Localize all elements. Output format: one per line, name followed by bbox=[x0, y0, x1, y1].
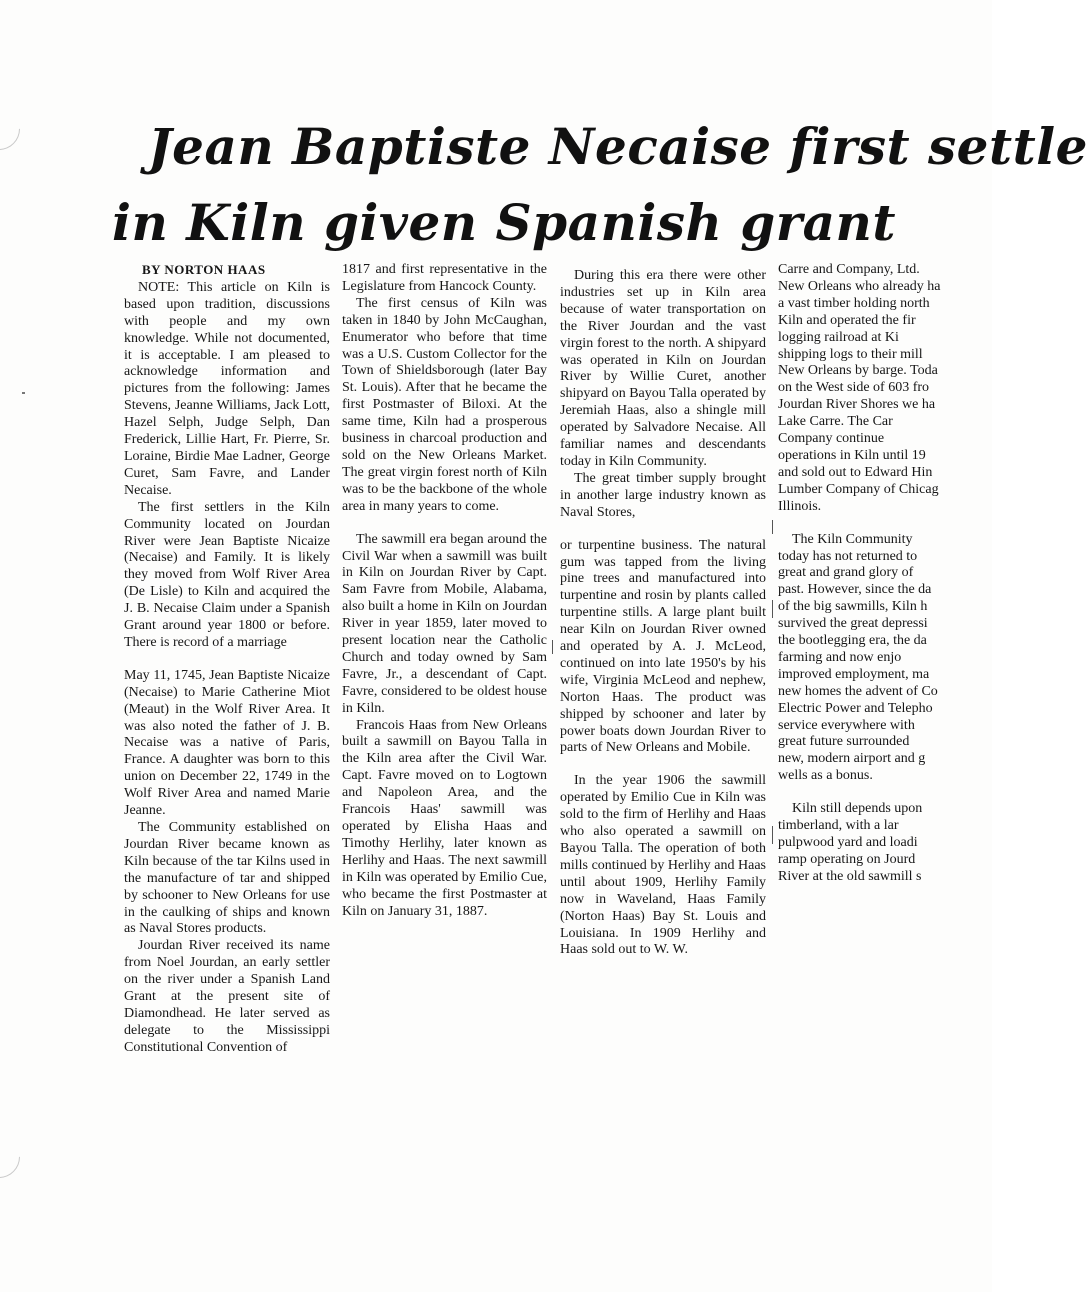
article-paragraph: Jourdan River received its name from Noel Jourdan, an early settler on the river under a Spanish Land Grant at the present site of Diamondhead. He later served as delegate to the Mississippi Constitutional Convention of bbox=[124, 938, 330, 1055]
scan-mark bbox=[22, 392, 25, 394]
headline-line-2: in Kiln given Spanish grant bbox=[112, 193, 896, 252]
column-rule bbox=[772, 600, 773, 618]
article-line: the bootlegging era, the da bbox=[778, 633, 927, 649]
article-line: Kiln and operated the fir bbox=[778, 312, 916, 328]
article-line: new, modern airport and g bbox=[778, 751, 926, 767]
column-rule bbox=[772, 826, 773, 844]
article-line: new homes the advent of Co bbox=[778, 683, 938, 699]
article-line: on the West side of 603 fro bbox=[778, 380, 930, 396]
article-line: Company continue bbox=[778, 431, 885, 447]
article-paragraph: The first settlers in the Kiln Community located on Jourdan River were Jean Baptiste Nicaize (Necaise) and Family. It is likely they moved from Wolf River Area (De Lisle) to Kiln and acquired the J. B. Necaise Claim under a Spanish Grant around year 1800 or before. There is record of a marriage bbox=[124, 499, 330, 650]
article-line: Carre and Company, Ltd. bbox=[778, 262, 920, 277]
article-column-2 bbox=[342, 262, 547, 920]
article-paragraph: The Community established on Jourdan River became known as Kiln because of the tar Kilns used in the manufacture of tar and shipped by schooner to New Orleans for use in the caulking of ships and known as Naval Stores products. bbox=[124, 820, 330, 937]
article-column-1 bbox=[124, 262, 330, 1057]
article-line: Lake Carre. The Car bbox=[778, 414, 893, 430]
article-line: New Orleans by barge. Toda bbox=[778, 363, 938, 379]
article-column-3 bbox=[560, 268, 766, 959]
article-line: wells as a bonus. bbox=[778, 768, 873, 784]
article-line: great future surrounded bbox=[778, 734, 910, 750]
article-line: of the big sawmills, Kiln h bbox=[778, 599, 928, 615]
article-line: a vast timber holding north bbox=[778, 295, 930, 311]
article-line: The Kiln Community bbox=[792, 531, 913, 547]
article-line: operations in Kiln until 19 bbox=[778, 447, 926, 463]
column-rule bbox=[772, 520, 773, 534]
article-line: logging railroad at Ki bbox=[778, 329, 899, 345]
article-line: great and grand glory of bbox=[778, 565, 914, 581]
article-line: New Orleans who already ha bbox=[778, 278, 941, 294]
article-line: today has not returned to bbox=[778, 548, 918, 564]
article-line: shipping logs to their mill bbox=[778, 346, 923, 362]
article-paragraph: 1817 and first representative in the Legislature from Hancock County. bbox=[342, 262, 547, 294]
article-line: timberland, with a lar bbox=[778, 818, 899, 834]
article-line: service everywhere with bbox=[778, 717, 915, 733]
article-line: ramp operating on Jourd bbox=[778, 851, 916, 867]
punch-hole-mark bbox=[0, 1127, 29, 1186]
article-paragraph: May 11, 1745, Jean Baptiste Nicaize (Necaise) to Marie Catherine Miot (Meaut) in the Wolf River Area. It was also noted the father of J. B. Necaise was a native of Paris, France. A daughter was born to this union on December 22, 1749 in the Wolf River Area and named Marie Jeanne. bbox=[124, 667, 330, 819]
article-line: pulpwood yard and loadi bbox=[778, 835, 918, 850]
article-paragraph: or turpentine business. The natural gum was tapped from the living pine trees and manufactured into turpentine and rosin by plants called turpentine stills. A large plant built near Kiln on Jourdan River owned and operated by A. J. McLeod, continued on into late 1950's by his wife, Virginia McLeod and nephew, Norton Haas. The product was shipped by schooner and later by power boats down Jourdan River to parts of New Orleans and Mobile. bbox=[560, 537, 766, 756]
article-line: River at the old sawmill s bbox=[778, 868, 922, 884]
article-line: Illinois. bbox=[778, 498, 822, 514]
article-column-4 bbox=[778, 262, 992, 886]
article-line: and sold out to Edward Hin bbox=[778, 464, 933, 480]
article-paragraph: During this era there were other industries set up in Kiln area because of water transportation on the River Jourdan and the vast virgin forest to the north. A shipyard was operated in Kiln on Jourdan River by Willie Curet, another shipyard on Bayou Talla operated by Jeremiah Haas, also a shingle mill operated by Salvadore Necaise. All familiar names and descendants today in Kiln Community. bbox=[560, 268, 766, 469]
article-line: Lumber Company of Chicag bbox=[778, 481, 939, 497]
article-line: Kiln still depends upon bbox=[792, 801, 923, 817]
punch-hole-mark bbox=[0, 99, 29, 158]
article-paragraph: The great timber supply brought in another large industry known as Naval Stores, bbox=[560, 470, 766, 520]
headline-line-1: Jean Baptiste Necaise first settle bbox=[148, 117, 1088, 176]
article-line: farming and now enjo bbox=[778, 649, 902, 665]
article-line: Jourdan River Shores we ha bbox=[778, 397, 936, 413]
byline: BY NORTON HAAS bbox=[142, 262, 266, 277]
column-rule bbox=[552, 640, 553, 654]
article-paragraph: Francois Haas from New Orleans built a sawmill on Bayou Talla in the Kiln area after the Civil War. Capt. Favre moved on to Logtown and Napoleon Area, and the Francois Haas' sawmill was operated by Elisha Haas and Timothy Herlihy, later known as Herlihy and Haas. The next sawmill in Kiln was operated by Emilio Cue, who became the first Postmaster at Kiln on January 31, 1887. bbox=[342, 717, 547, 919]
article-paragraph: In the year 1906 the sawmill operated by Emilio Cue in Kiln was sold to the firm of Herlihy and Haas who also operated a sawmill on Bayou Talla. The operation of both mills continued by Herlihy and Haas until about 1909, Herlihy Family now in Waveland, Haas Family (Norton Haas) Bay St. Louis and Louisiana. In 1909 Herlihy and Haas sold out to W. W. bbox=[560, 773, 766, 958]
article-line: Electric Power and Telepho bbox=[778, 700, 933, 716]
article-paragraph: The sawmill era began around the Civil War when a sawmill was built in Kiln on Jourdan River by Capt. Sam Favre from Mobile, Alabama, also built a home in Kiln on Jourdan River in year 1859, later moved to present location near the Catholic Church and today owned by Sam Favre, Jr., a descendant of Capt. Favre, considered to be oldest house in Kiln. bbox=[342, 531, 547, 716]
article-line: past. However, since the da bbox=[778, 582, 932, 598]
article-paragraph: NOTE: This article on Kiln is based upon tradition, discussions with people and my own knowledge. While not documented, it is acceptable. I am pleased to acknowledge information and pictures from the following: James Stevens, Jeanne Williams, Jack Lott, Hazel Selph, Judge Selph, Dan Frederick, Lillie Hart, Fr. Pierre, Sr. Loraine, Birdie Mae Ladner, George Curet, Sam Favre, and Lander Necaise. bbox=[124, 279, 330, 498]
article-line: improved employment, ma bbox=[778, 666, 930, 682]
article-line: survived the great depressi bbox=[778, 616, 928, 632]
article-paragraph: The first census of Kiln was taken in 1840 by John McCaughan, Enumerator who before that time was a U.S. Custom Collector for the Town of Shieldsborough (later Bay St. Louis). After that he became the first Postmaster of Biloxi. At the same time, Kiln had a prosperous business in charcoal production and sold on the New Orleans Market. The great virgin forest north of Kiln was to be the backbone of the whole area in many years to come. bbox=[342, 295, 547, 514]
